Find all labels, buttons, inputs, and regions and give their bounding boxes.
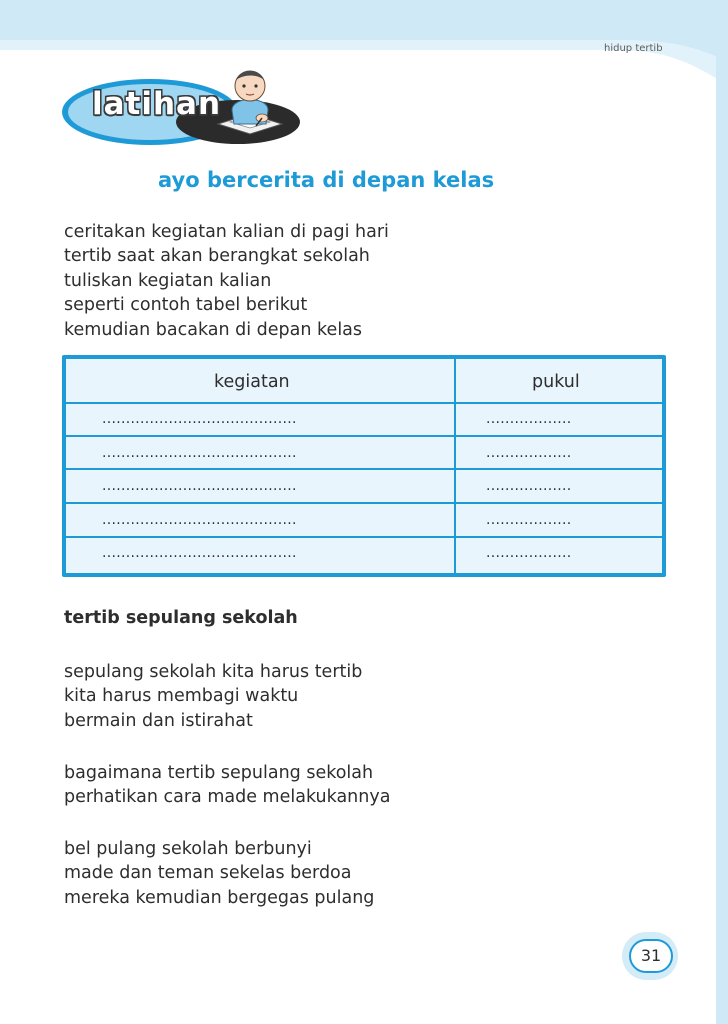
- table-header-pukul: pukul: [532, 372, 580, 392]
- story-paragraph: [64, 660, 362, 733]
- story-line: mereka kemudian bergegas pulang: [64, 887, 375, 908]
- story-heading: tertib sepulang sekolah: [64, 608, 298, 628]
- table-cell-pukul[interactable]: ..................: [486, 411, 572, 427]
- instruction-line: seperti contoh tabel berikut: [64, 295, 308, 316]
- table-cell-kegiatan[interactable]: .........................................: [102, 445, 297, 461]
- running-head: hidup tertib: [604, 43, 663, 54]
- story-line: sepulang sekolah kita harus tertib: [64, 662, 363, 682]
- story-paragraph: [64, 761, 390, 810]
- table-cell-pukul[interactable]: ..................: [486, 512, 572, 528]
- table-cell-kegiatan[interactable]: .........................................: [102, 512, 297, 528]
- table-header-kegiatan: kegiatan: [214, 372, 290, 392]
- column-divider: [454, 359, 456, 573]
- table-cell-kegiatan[interactable]: .........................................: [102, 411, 297, 427]
- row-divider: [66, 502, 662, 504]
- instruction-line: tertib saat akan berangkat sekolah: [64, 246, 370, 267]
- story-line: bermain dan istirahat: [64, 710, 253, 731]
- child-writing-icon: [210, 66, 290, 138]
- story-line: perhatikan cara made melakukannya: [64, 787, 391, 808]
- instruction-line: tuliskan kegiatan kalian: [64, 270, 272, 291]
- story-line: bagaimana tertib sepulang sekolah: [64, 763, 374, 783]
- page-number: 31: [629, 939, 673, 973]
- table-cell-pukul[interactable]: ..................: [486, 445, 572, 461]
- instructions-paragraph: [64, 220, 389, 342]
- instruction-line: ceritakan kegiatan kalian di pagi hari: [64, 222, 389, 242]
- activity-table-body: [66, 359, 662, 573]
- story-line: made dan teman sekelas berdoa: [64, 863, 352, 884]
- story-line: kita harus membagi waktu: [64, 686, 299, 707]
- row-divider: [66, 536, 662, 538]
- table-cell-pukul[interactable]: ..................: [486, 478, 572, 494]
- row-divider: [66, 435, 662, 437]
- right-margin-band: [716, 0, 728, 1024]
- latihan-label: latihan: [92, 86, 222, 122]
- activity-table: [62, 355, 666, 577]
- row-divider: [66, 468, 662, 470]
- story-line: bel pulang sekolah berbunyi: [64, 839, 312, 859]
- section-title: ayo bercerita di depan kelas: [158, 168, 495, 192]
- table-cell-kegiatan[interactable]: .........................................: [102, 545, 297, 561]
- table-cell-kegiatan[interactable]: .........................................: [102, 478, 297, 494]
- table-cell-pukul[interactable]: ..................: [486, 545, 572, 561]
- row-divider: [66, 402, 662, 404]
- story-paragraph: [64, 837, 374, 910]
- instruction-line: kemudian bacakan di depan kelas: [64, 319, 363, 340]
